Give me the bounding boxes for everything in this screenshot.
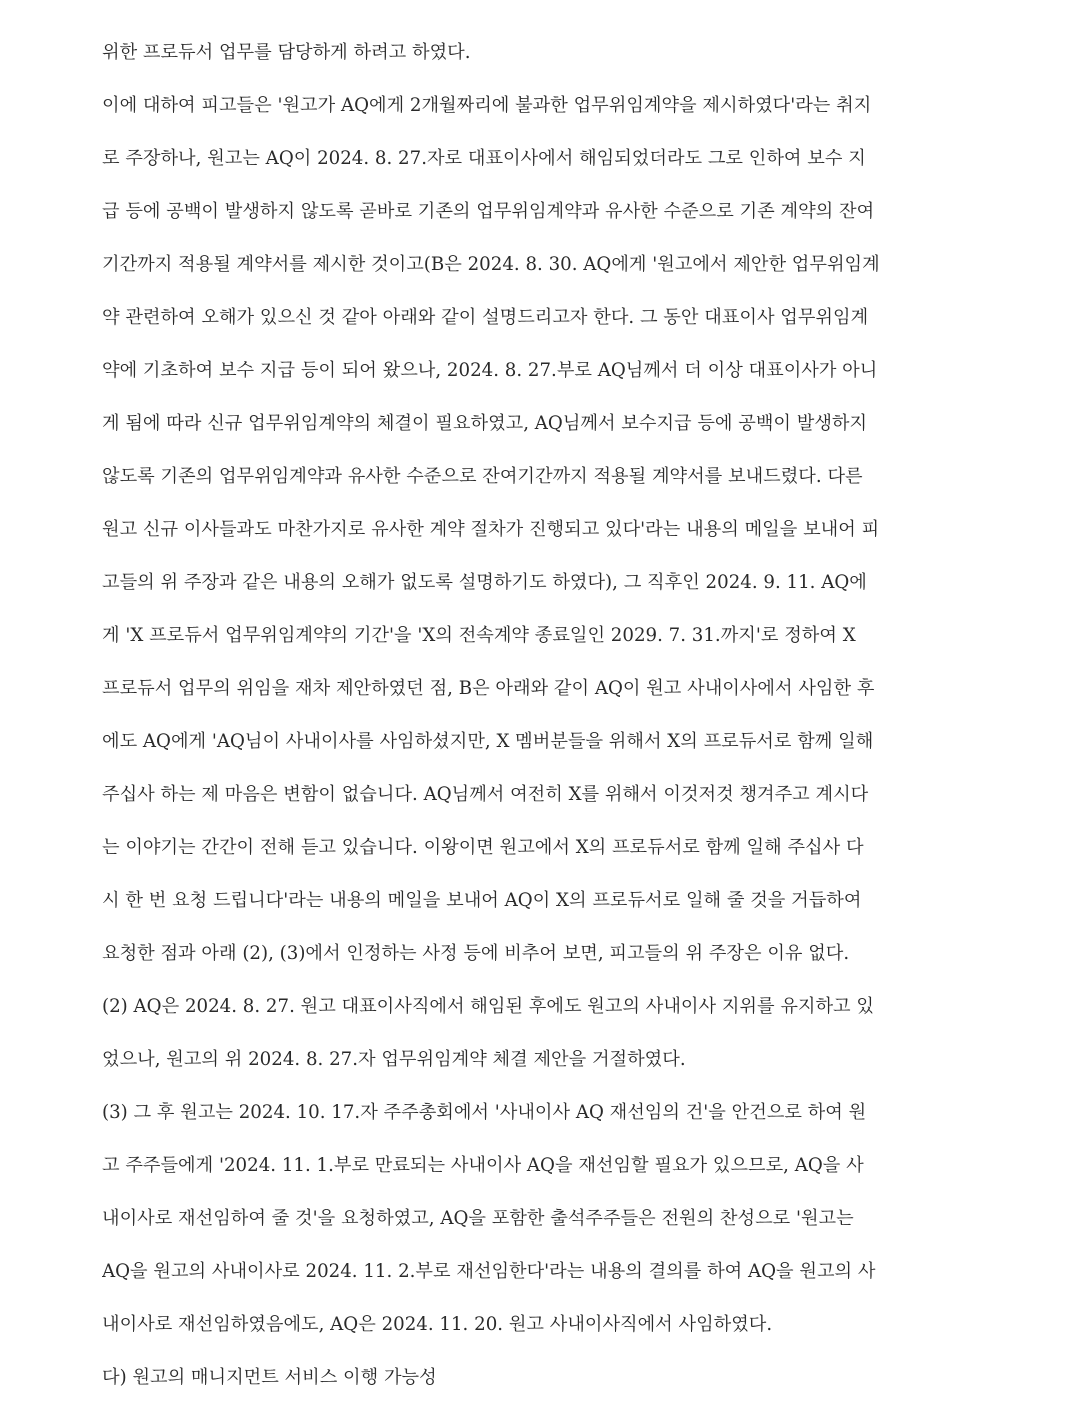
text-line: 에도 AQ에게 'AQ님이 사내이사를 사임하셨지만, X 멤버분들을 위해서 X의 프로듀서로 함께 일해 [102, 731, 874, 752]
text-line: (3) 그 후 원고는 2024. 10. 17.자 주주총회에서 '사내이사 AQ 재선임의 건'을 안건으로 하여 원 [102, 1102, 867, 1123]
text-line: 위한 프로듀서 업무를 담당하게 하려고 하였다. [102, 42, 471, 63]
text-line: 내이사로 재선임하였음에도, AQ은 2024. 11. 20. 원고 사내이사직에서 사임하였다. [102, 1314, 773, 1335]
text-line: (2) AQ은 2024. 8. 27. 원고 대표이사직에서 해임된 후에도 원고의 사내이사 지위를 유지하고 있 [102, 996, 874, 1017]
text-line: 게 됨에 따라 신규 업무위임계약의 체결이 필요하였고, AQ님께서 보수지급 등에 공백이 발생하지 [102, 413, 868, 434]
text-line: 원고 신규 이사들과도 마찬가지로 유사한 계약 절차가 진행되고 있다'라는 내용의 메일을 보내어 피 [102, 519, 880, 540]
text-line: 이에 대하여 피고들은 '원고가 AQ에게 2개월짜리에 불과한 업무위임계약을 제시하였다'라는 취지 [102, 95, 872, 116]
text-line: 고 주주들에게 '2024. 11. 1.부로 만료되는 사내이사 AQ을 재선임할 필요가 있으므로, AQ을 사 [102, 1155, 864, 1176]
text-line: AQ을 원고의 사내이사로 2024. 11. 2.부로 재선임한다'라는 내용의 결의를 하여 AQ을 원고의 사 [102, 1261, 876, 1282]
text-line: 기간까지 적용될 계약서를 제시한 것이고(B은 2024. 8. 30. AQ에게 '원고에서 제안한 업무위임계 [102, 254, 880, 275]
text-line: 요청한 점과 아래 (2), (3)에서 인정하는 사정 등에 비추어 보면, 피고들의 위 주장은 이유 없다. [102, 943, 850, 964]
text-line: 는 이야기는 간간이 전해 듣고 있습니다. 이왕이면 원고에서 X의 프로듀서로 함께 일해 주십사 다 [102, 837, 864, 858]
text-line: 않도록 기존의 업무위임계약과 유사한 수준으로 잔여기간까지 적용될 계약서를 보내드렸다. 다른 [102, 466, 863, 487]
text-line: 주십사 하는 제 마음은 변함이 없습니다. AQ님께서 여전히 X를 위해서 이것저것 챙겨주고 계시다 [102, 784, 869, 805]
text-line: 게 'X 프로듀서 업무위임계약의 기간'을 'X의 전속계약 종료일인 2029. 7. 31.까지'로 정하여 X [102, 625, 856, 646]
text-line: 시 한 번 요청 드립니다'라는 내용의 메일을 보내어 AQ이 X의 프로듀서로 일해 줄 것을 거듭하여 [102, 890, 862, 911]
text-line: 급 등에 공백이 발생하지 않도록 곧바로 기존의 업무위임계약과 유사한 수준으로 기존 계약의 잔여 [102, 201, 875, 222]
text-line: 로 주장하나, 원고는 AQ이 2024. 8. 27.자로 대표이사에서 해임되었더라도 그로 인하여 보수 지 [102, 148, 866, 169]
text-line: 프로듀서 업무의 위임을 재차 제안하였던 점, B은 아래와 같이 AQ이 원고 사내이사에서 사임한 후 [102, 678, 875, 699]
text-line: 내이사로 재선임하여 줄 것'을 요청하였고, AQ을 포함한 출석주주들은 전원의 찬성으로 '원고는 [102, 1208, 854, 1229]
text-line: 약에 기초하여 보수 지급 등이 되어 왔으나, 2024. 8. 27.부로 AQ님께서 더 이상 대표이사가 아니 [102, 360, 878, 381]
text-line: 었으나, 원고의 위 2024. 8. 27.자 업무위임계약 체결 제안을 거절하였다. [102, 1049, 686, 1070]
text-line: 고들의 위 주장과 같은 내용의 오해가 없도록 설명하기도 하였다), 그 직후인 2024. 9. 11. AQ에 [102, 572, 867, 593]
section-heading: 다) 원고의 매니지먼트 서비스 이행 가능성 [102, 1367, 437, 1388]
text-line: 약 관련하여 오해가 있으신 것 같아 아래와 같이 설명드리고자 한다. 그 동안 대표이사 업무위임계 [102, 307, 869, 328]
